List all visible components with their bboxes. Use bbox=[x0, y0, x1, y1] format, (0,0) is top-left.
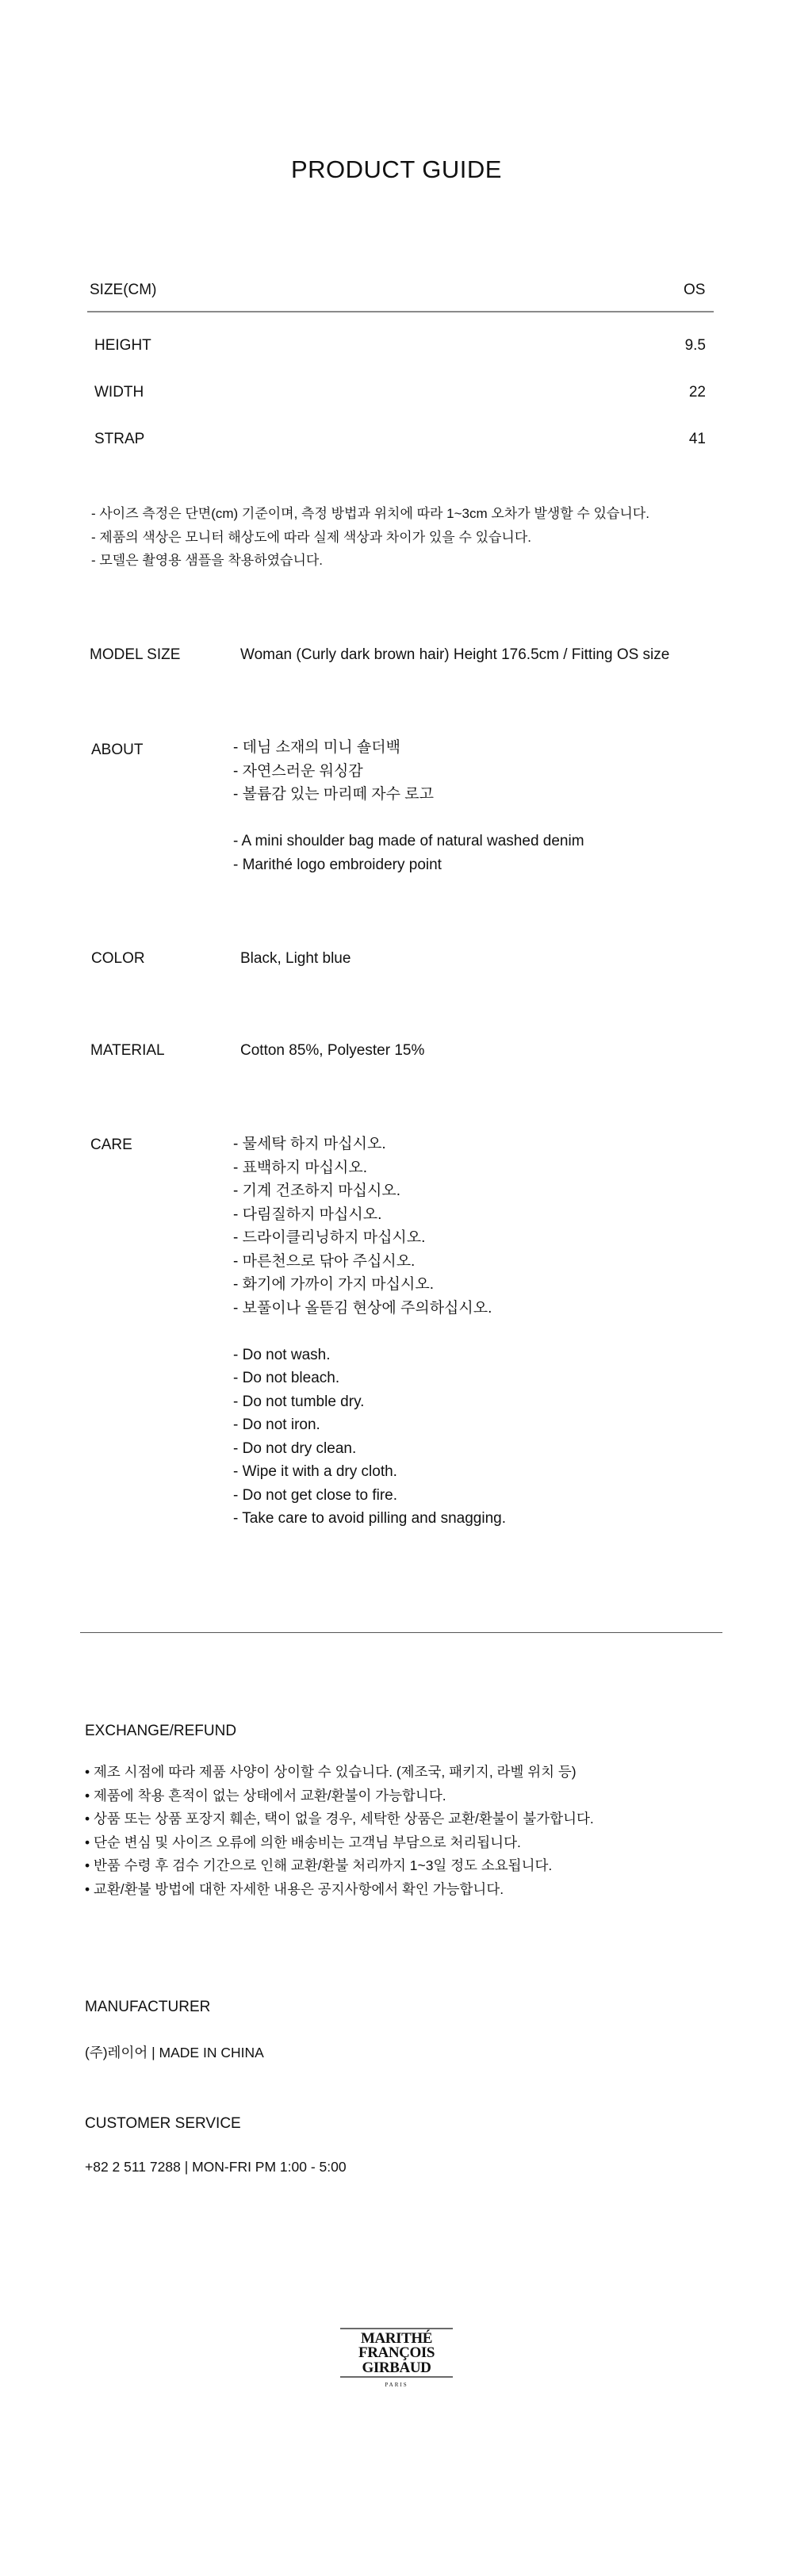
exchange-line: • 반품 수령 후 검수 기간으로 인해 교환/환불 처리까지 1~3일 정도 소요됩니다. bbox=[85, 1857, 553, 1873]
size-table-header-label: SIZE(CM) bbox=[90, 282, 157, 298]
size-table-divider bbox=[87, 311, 714, 312]
about-line: - 볼륨감 있는 마리떼 자수 로고 bbox=[233, 786, 434, 803]
care-line: - 보풀이나 올뜯김 현상에 주의하십시오. bbox=[233, 1299, 492, 1317]
care-label: CARE bbox=[90, 1137, 132, 1153]
exchange-heading: EXCHANGE/REFUND bbox=[85, 1723, 237, 1739]
care-line: - 마른천으로 닦아 주십시오. bbox=[233, 1252, 416, 1270]
note-line: - 사이즈 측정은 단면(cm) 기준이며, 측정 방법과 위치에 따라 1~3cm 오차가 발생할 수 있습니다. bbox=[91, 506, 649, 521]
about-line: - 자연스러운 워싱감 bbox=[233, 762, 363, 780]
exchange-line: • 상품 또는 상품 포장지 훼손, 택이 없을 경우, 세탁한 상품은 교환/환불이 불가합니다. bbox=[85, 1811, 594, 1827]
care-line bbox=[233, 1320, 506, 1344]
care-line: - Wipe it with a dry cloth. bbox=[233, 1463, 397, 1480]
section-divider bbox=[80, 1632, 722, 1633]
about-line: - Marithé logo embroidery point bbox=[233, 856, 442, 873]
logo-sub: PARIS bbox=[385, 2382, 408, 2388]
care-line: - Do not wash. bbox=[233, 1346, 331, 1363]
page-title: PRODUCT GUIDE bbox=[290, 155, 502, 183]
about-line: - 데님 소재의 미니 숄더백 bbox=[233, 739, 400, 756]
color-label: COLOR bbox=[91, 950, 145, 967]
care-line: - Do not iron. bbox=[233, 1416, 320, 1433]
size-row-label-width: WIDTH bbox=[94, 384, 144, 401]
size-row-value-width: 22 bbox=[688, 384, 706, 401]
care-line: - 표백하지 마십시오. bbox=[233, 1159, 367, 1176]
care-line: - 드라이클리닝하지 마십시오. bbox=[233, 1229, 426, 1246]
model-size-value: Woman (Curly dark brown hair) Height 176.5cm / Fitting OS size bbox=[240, 646, 670, 663]
customer-service-text: +82 2 511 7288 | MON-FRI PM 1:00 - 5:00 bbox=[85, 2159, 347, 2175]
size-table-header-size: OS bbox=[684, 282, 706, 298]
care-line: - 물세탁 하지 마십시오. bbox=[233, 1136, 386, 1152]
brand-logo bbox=[337, 2326, 456, 2398]
care-line: - Take care to avoid pilling and snagging. bbox=[233, 1510, 506, 1527]
about-label: ABOUT bbox=[91, 742, 144, 758]
logo-line-1: MARITHÉ bbox=[360, 2330, 433, 2347]
note-line: - 모델은 촬영용 샘플을 착용하였습니다. bbox=[91, 553, 324, 568]
size-row-value-height: 9.5 bbox=[684, 337, 706, 354]
manufacturer-text: (주)레이어 | MADE IN CHINA bbox=[85, 2045, 264, 2060]
exchange-line: • 단순 변심 및 사이즈 오류에 의한 배송비는 고객님 부담으로 처리됩니다. bbox=[85, 1834, 521, 1850]
care-line: - Do not bleach. bbox=[233, 1370, 340, 1386]
logo-line-3: GIRBAUD bbox=[362, 2359, 431, 2376]
model-size-label: MODEL SIZE bbox=[90, 646, 181, 663]
care-line: - 화기에 가까이 가지 마십시오. bbox=[233, 1276, 434, 1293]
care-line: - 기계 건조하지 마십시오. bbox=[233, 1183, 400, 1199]
note-line: - 제품의 색상은 모니터 해상도에 따라 실제 색상과 차이가 있을 수 있습니다. bbox=[91, 529, 531, 545]
logo-line-2: FRANÇOIS bbox=[358, 2344, 435, 2361]
exchange-line: • 교환/환불 방법에 대한 자세한 내용은 공지사항에서 확인 가능합니다. bbox=[85, 1880, 504, 1897]
exchange-line: • 제품에 착용 흔적이 없는 상태에서 교환/환불이 가능합니다. bbox=[85, 1787, 446, 1804]
care-line: - 다림질하지 마십시오. bbox=[233, 1206, 382, 1223]
care-line: - Do not dry clean. bbox=[233, 1439, 357, 1457]
size-notes bbox=[91, 502, 649, 573]
manufacturer-heading: MANUFACTURER bbox=[85, 1999, 211, 2015]
about-text bbox=[233, 736, 584, 876]
exchange-list bbox=[85, 1761, 594, 1901]
exchange-line: • 제조 시점에 따라 제품 사양이 상이할 수 있습니다. (제조국, 패키지, 라벨 위치 등) bbox=[85, 1764, 577, 1780]
about-line: - A mini shoulder bag made of natural washed denim bbox=[233, 833, 584, 849]
care-line: - Do not tumble dry. bbox=[233, 1393, 365, 1410]
size-row-value-strap: 41 bbox=[688, 431, 706, 447]
color-value: Black, Light blue bbox=[240, 950, 351, 967]
care-text bbox=[233, 1133, 506, 1531]
size-row-label-height: HEIGHT bbox=[94, 337, 151, 354]
material-value: Cotton 85%, Polyester 15% bbox=[240, 1042, 425, 1059]
material-label: MATERIAL bbox=[90, 1042, 165, 1059]
size-row-label-strap: STRAP bbox=[94, 431, 145, 447]
customer-service-heading: CUSTOMER SERVICE bbox=[85, 2115, 241, 2132]
care-line: - Do not get close to fire. bbox=[233, 1486, 397, 1504]
about-line bbox=[233, 807, 584, 830]
